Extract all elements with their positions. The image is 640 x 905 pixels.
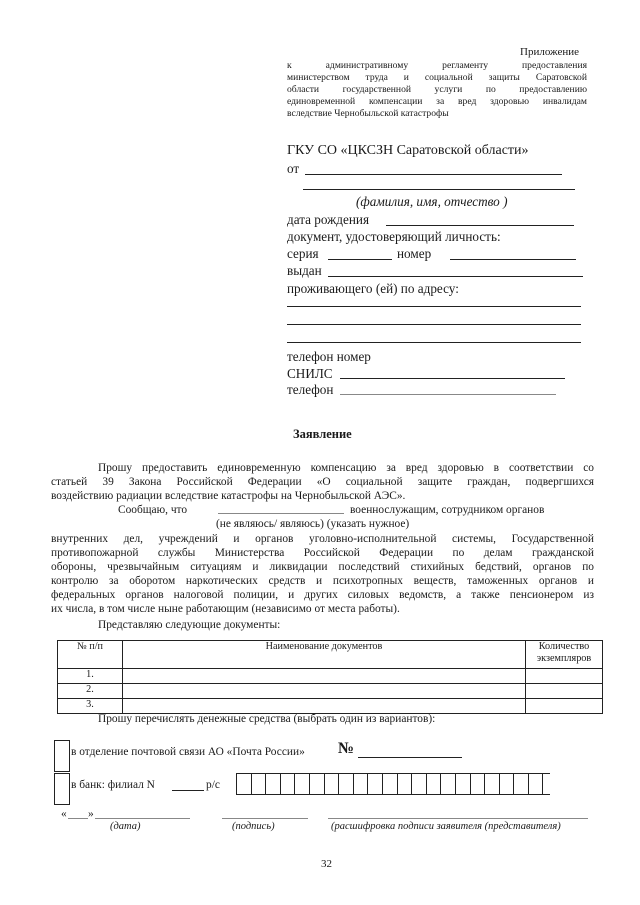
transfer-intro: Прошу перечислять денежные средства (выбрать один из вариантов): [98,713,436,725]
residing-label: проживающего (ей) по адресу: [287,281,459,296]
col-qty-header [526,641,603,669]
from-label: от [287,161,300,176]
fio-caption: (фамилия, имя, отчество ) [356,194,508,209]
docs-intro: Представляю следующие документы: [98,619,281,631]
row-number: 2. [58,684,123,699]
statement-p3-line1: внутренних дел, учреждений и органов уголовно-исполнительной системы, Государственной [51,533,594,545]
post-option-label: в отделение почтовой связи АО «Почта России» [71,746,305,758]
table-row[interactable] [58,669,603,684]
date-caption: (дата) [110,821,141,832]
statement-p2-start: Сообщаю, что [118,504,188,516]
statement-p2-caption: (не являюсь/ являюсь) (указать нужное) [216,518,410,530]
address-field-3[interactable] [287,342,581,343]
issued-field[interactable] [328,276,583,277]
statement-p1-line2: статьей 39 Закона Российской Федерации «О социальной защите граждан, подвергшихся [51,476,594,488]
page-number: 32 [321,858,332,870]
date-quote-open: « [61,808,67,820]
from-field[interactable] [305,174,562,175]
statement-p1-line3: воздействию радиации вследствие катастрофы на Чернобыльской АЭС». [51,490,406,502]
account-number-cells[interactable] [236,773,550,795]
phone-number-label: телефон номер [287,349,371,364]
birth-date-field[interactable] [386,225,574,226]
statement-title: Заявление [293,427,352,441]
issued-label: выдан [287,263,322,278]
date-day-field[interactable] [68,818,88,819]
series-label: серия [287,246,319,261]
bank-option-checkbox[interactable] [54,773,70,805]
row-number: 3. [58,699,123,714]
snils-label: СНИЛС [287,366,333,381]
appendix-line-4: единовременной компенсации за вред здоровью инвалидам [287,96,587,107]
bank-option-label: в банк: филиал N [71,779,155,791]
series-field[interactable] [328,259,392,260]
document-qty-cell[interactable] [526,684,603,699]
phone-label: телефон [287,382,334,397]
document-name-cell[interactable] [123,669,526,684]
signature-decode-caption: (расшифровка подписи заявителя (представителя) [331,821,561,832]
table-row[interactable] [58,684,603,699]
appendix-line-3: области государственной услуги по предоставлению [287,84,587,95]
row-number: 1. [58,669,123,684]
number-field[interactable] [450,259,576,260]
date-quote-close: » [88,808,94,820]
appendix-line-2: министерством труда и социальной защиты Саратовской [287,72,587,83]
snils-field[interactable] [340,378,565,379]
appendix-title: Приложение [520,46,580,58]
from-field-2[interactable] [303,189,575,190]
number-label: номер [397,246,432,261]
appendix-line-1: к административному регламенту предоставления [287,60,587,71]
addressee-org: ГКУ СО «ЦКСЗН Саратовской области» [287,143,529,158]
phone-field[interactable] [340,394,556,395]
bank-branch-field[interactable] [172,790,204,791]
appendix-line-5: вследствие Чернобыльской катастрофы [287,108,449,119]
post-office-field[interactable] [358,757,462,758]
statement-p1-line1: Прошу предоставить единовременную компенсацию за вред здоровью в соответствии со [98,462,594,474]
address-field-2[interactable] [287,324,581,325]
documents-table [57,640,603,714]
document-name-cell[interactable] [123,684,526,699]
post-number-sign: № [338,740,355,757]
col-name-header: Наименование документов [123,641,526,669]
col-num-header: № п/п [58,641,123,669]
document-qty-cell[interactable] [526,699,603,714]
address-field-1[interactable] [287,306,581,307]
signature-caption: (подпись) [232,821,275,832]
signature-field[interactable] [222,818,308,819]
post-option-checkbox[interactable] [54,740,70,772]
statement-p3-line2: противопожарной службы Министерства Российской Федерации по делам гражданской [51,547,594,559]
statement-p3-line3: обороны, чрезвычайным ситуациям и ликвидации последствий стихийных бедствий, органов по [51,561,594,573]
table-header-row [58,641,603,669]
statement-p2-end: военнослужащим, сотрудником органов [350,504,545,516]
document-qty-cell[interactable] [526,669,603,684]
status-field[interactable] [218,513,344,514]
col-qty-header-line1: Количество [538,641,590,652]
signature-decode-field[interactable] [328,818,588,819]
date-month-field[interactable] [95,818,190,819]
col-qty-header-line2: экземпляров [536,653,592,664]
statement-p3-line6: их числа, в том числе ныне работающим (независимо от места работы). [51,603,400,615]
statement-p3-line4: контролю за оборотом наркотических средств и психотропных веществ, таможенных органов и [51,575,594,587]
birth-date-label: дата рождения [287,212,370,227]
statement-p3-line5: федеральных органов налоговой полиции, и других силовых ведомств, а также пенсионером из [51,589,594,601]
bank-rs-label: р/с [206,779,220,791]
id-doc-label: документ, удостоверяющий личность: [287,229,501,244]
